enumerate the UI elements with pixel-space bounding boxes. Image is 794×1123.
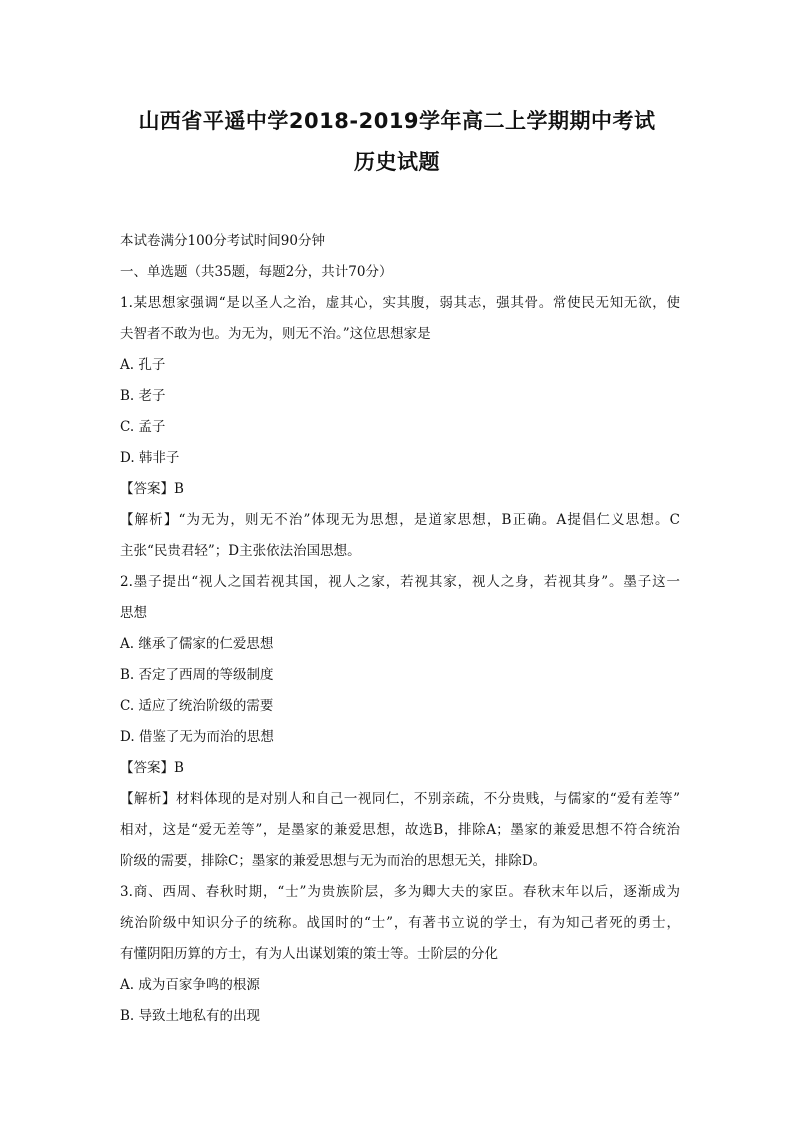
question-2-stem-cont: 思想 [120,605,147,621]
question-2-explanation-cont: 相对，这是“爱无差等”，是墨家的兼爱思想，故选B，排除A；墨家的兼爱思想不符合统治 [120,822,680,838]
question-3-stem: 3.商、西周、春秋时期，“士”为贵族阶层，多为卿大夫的家臣。春秋末年以后，逐渐成为 [120,884,680,900]
question-2-explanation: 【解析】材料体现的是对别人和自己一视同仁，不别亲疏，不分贵贱，与儒家的“爱有差等” [120,791,680,807]
question-1-option-b: B. 老子 [120,388,166,404]
question-2-option-d: D. 借鉴了无为而治的思想 [120,729,274,745]
section-heading: 一、单选题（共35题，每题2分，共计70分） [120,264,393,280]
exam-intro: 本试卷满分100分考试时间90分钟 [120,233,325,249]
question-2-option-b: B. 否定了西周的等级制度 [120,667,274,683]
question-1-option-c: C. 孟子 [120,419,166,435]
question-3-stem-cont: 统治阶级中知识分子的统称。战国时的“士”，有著书立说的学士，有为知己者死的勇士， [120,915,680,931]
question-1-option-d: D. 韩非子 [120,450,180,466]
question-3-option-b: B. 导致土地私有的出现 [120,1008,261,1024]
question-1-stem-cont: 夫智者不敢为也。为无为，则无不治。”这位思想家是 [120,326,431,342]
question-1-stem: 1.某思想家强调“是以圣人之治，虚其心，实其腹，弱其志，强其骨。常使民无知无欲，使 [120,295,680,311]
question-2-option-a: A. 继承了儒家的仁爱思想 [120,636,274,652]
question-2-option-c: C. 适应了统治阶级的需要 [120,698,274,714]
question-2-stem: 2.墨子提出“视人之国若视其国，视人之家，若视其家，视人之身，若视其身”。墨子这一 [120,574,680,590]
question-1-option-a: A. 孔子 [120,357,166,373]
question-2-explanation-end: 阶级的需要，排除C；墨家的兼爱思想与无为而治的思想无关，排除D。 [120,853,547,869]
question-1-explanation-cont: 主张“民贵君轻”；D主张依法治国思想。 [120,543,361,559]
question-1-answer: 【答案】B [120,481,184,497]
question-3-stem-end: 有懂阴阳历算的方士，有为人出谋划策的策士等。士阶层的分化 [120,946,498,962]
document-body [120,226,680,1032]
document-title: 山西省平遥中学2018-2019学年高二上学期期中考试 [138,109,656,133]
question-3-option-a: A. 成为百家争鸣的根源 [120,977,260,993]
question-1-explanation: 【解析】“为无为，则无不治”体现无为思想，是道家思想，B正确。A提倡仁义思想。C [120,512,680,528]
question-2-answer: 【答案】B [120,760,184,776]
document-subtitle: 历史试题 [354,150,440,174]
